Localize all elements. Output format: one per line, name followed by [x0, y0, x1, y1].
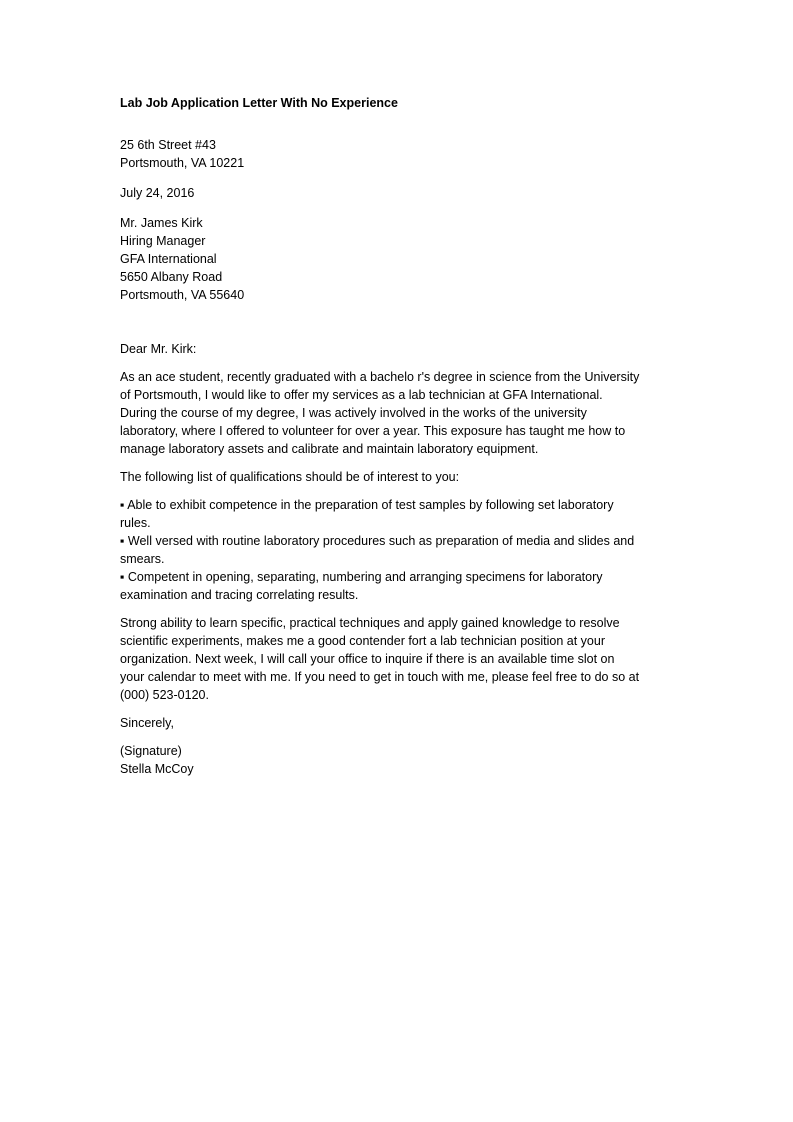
signature-placeholder: (Signature) [120, 744, 182, 758]
salutation-text: Dear Mr. Kirk: [120, 342, 197, 356]
list-item: examination and tracing correlating results. [120, 588, 359, 602]
paragraph-line: As an ace student, recently graduated with a bachelo r's degree in science from the University [120, 370, 640, 384]
closing-paragraph [120, 614, 665, 704]
sender-address-line: Portsmouth, VA 10221 [120, 156, 245, 170]
recipient-line: 5650 Albany Road [120, 270, 223, 284]
list-item: smears. [120, 552, 165, 566]
list-intro-text: The following list of qualifications should be of interest to you: [120, 470, 460, 484]
signer-name: Stella McCoy [120, 762, 194, 776]
paragraph-line: organization. Next week, I will call your office to inquire if there is an available time slot on [120, 652, 615, 666]
list-item: ▪ Competent in opening, separating, numbering and arranging specimens for laboratory [120, 570, 603, 584]
paragraph-line: laboratory, where I offered to volunteer for over a year. This exposure has taught me how to [120, 424, 626, 438]
recipient-address [120, 214, 665, 304]
list-item: ▪ Well versed with routine laboratory procedures such as preparation of media and slides and [120, 534, 635, 548]
letter-body [120, 94, 665, 788]
list-intro [120, 468, 665, 486]
salutation [120, 340, 665, 358]
paragraph-line: manage laboratory assets and calibrate and maintain laboratory equipment. [120, 442, 539, 456]
sender-address-line: 25 6th Street #43 [120, 138, 216, 152]
qualifications-list [120, 496, 665, 604]
signature-block [120, 742, 665, 778]
valediction-text: Sincerely, [120, 716, 174, 730]
paragraph-line: Strong ability to learn specific, practical techniques and apply gained knowledge to resolve [120, 616, 620, 630]
intro-paragraph [120, 368, 665, 458]
recipient-line: Mr. James Kirk [120, 216, 203, 230]
list-item: ▪ Able to exhibit competence in the preparation of test samples by following set laboratory [120, 498, 614, 512]
list-item: rules. [120, 516, 151, 530]
date-text: July 24, 2016 [120, 186, 195, 200]
valediction [120, 714, 665, 732]
recipient-line: Portsmouth, VA 55640 [120, 288, 245, 302]
letter-date [120, 184, 665, 202]
paragraph-line: (000) 523-0120. [120, 688, 209, 702]
paragraph-line: of Portsmouth, I would like to offer my services as a lab technician at GFA International. [120, 388, 603, 402]
document-title: Lab Job Application Letter With No Experience [120, 96, 398, 110]
paragraph-line: your calendar to meet with me. If you need to get in touch with me, please feel free to do so at [120, 670, 640, 684]
paragraph-line: scientific experiments, makes me a good contender fort a lab technician position at your [120, 634, 605, 648]
paragraph-line: During the course of my degree, I was actively involved in the works of the university [120, 406, 587, 420]
recipient-line: Hiring Manager [120, 234, 206, 248]
sender-address [120, 136, 665, 172]
recipient-line: GFA International [120, 252, 217, 266]
